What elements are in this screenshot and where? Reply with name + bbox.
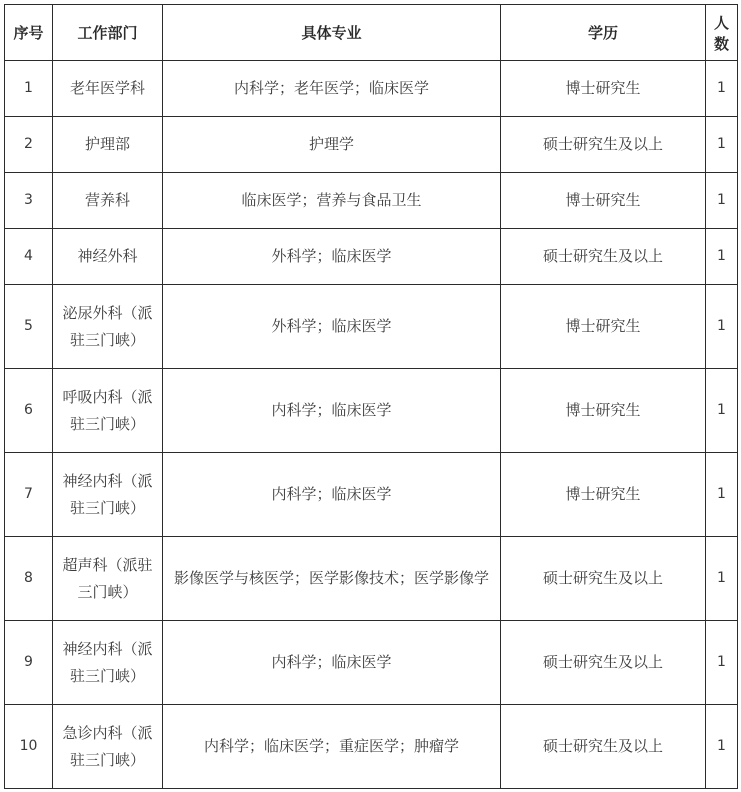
cell-education: 博士研究生	[501, 453, 706, 537]
cell-education: 硕士研究生及以上	[501, 229, 706, 285]
table-row	[5, 61, 738, 117]
cell-major: 影像医学与核医学；医学影像技术；医学影像学	[163, 537, 501, 621]
header-count: 人数	[706, 5, 738, 61]
cell-department: 呼吸内科（派驻三门峡）	[53, 369, 163, 453]
cell-department: 神经内科（派驻三门峡）	[53, 453, 163, 537]
table-row	[5, 285, 738, 369]
cell-department: 营养科	[53, 173, 163, 229]
cell-index: 5	[5, 285, 53, 369]
cell-department: 泌尿外科（派驻三门峡）	[53, 285, 163, 369]
cell-count: 1	[706, 61, 738, 117]
cell-department: 急诊内科（派驻三门峡）	[53, 705, 163, 789]
cell-count: 1	[706, 453, 738, 537]
cell-department: 护理部	[53, 117, 163, 173]
cell-count: 1	[706, 173, 738, 229]
cell-index: 2	[5, 117, 53, 173]
cell-department: 神经内科（派驻三门峡）	[53, 621, 163, 705]
cell-index: 4	[5, 229, 53, 285]
table-row	[5, 621, 738, 705]
cell-department: 超声科（派驻三门峡）	[53, 537, 163, 621]
table-row	[5, 173, 738, 229]
cell-major: 内科学；临床医学；重症医学；肿瘤学	[163, 705, 501, 789]
cell-major: 内科学；临床医学	[163, 453, 501, 537]
cell-major: 护理学	[163, 117, 501, 173]
cell-education: 硕士研究生及以上	[501, 705, 706, 789]
header-education: 学历	[501, 5, 706, 61]
table-row	[5, 537, 738, 621]
cell-index: 6	[5, 369, 53, 453]
header-major: 具体专业	[163, 5, 501, 61]
header-row	[5, 5, 738, 61]
cell-count: 1	[706, 229, 738, 285]
cell-department: 老年医学科	[53, 61, 163, 117]
cell-major: 外科学；临床医学	[163, 229, 501, 285]
cell-major: 外科学；临床医学	[163, 285, 501, 369]
cell-index: 7	[5, 453, 53, 537]
cell-education: 硕士研究生及以上	[501, 537, 706, 621]
cell-count: 1	[706, 705, 738, 789]
cell-education: 硕士研究生及以上	[501, 621, 706, 705]
cell-education: 博士研究生	[501, 61, 706, 117]
cell-major: 内科学；临床医学	[163, 369, 501, 453]
header-index: 序号	[5, 5, 53, 61]
table-row	[5, 369, 738, 453]
recruitment-table	[4, 4, 738, 789]
cell-major: 内科学；临床医学	[163, 621, 501, 705]
cell-count: 1	[706, 285, 738, 369]
cell-count: 1	[706, 621, 738, 705]
cell-index: 8	[5, 537, 53, 621]
cell-major: 内科学；老年医学；临床医学	[163, 61, 501, 117]
cell-major: 临床医学；营养与食品卫生	[163, 173, 501, 229]
cell-education: 硕士研究生及以上	[501, 117, 706, 173]
cell-index: 1	[5, 61, 53, 117]
cell-index: 3	[5, 173, 53, 229]
cell-education: 博士研究生	[501, 369, 706, 453]
table-row	[5, 453, 738, 537]
table-container	[4, 4, 738, 789]
cell-education: 博士研究生	[501, 285, 706, 369]
cell-education: 博士研究生	[501, 173, 706, 229]
header-department: 工作部门	[53, 5, 163, 61]
table-row	[5, 117, 738, 173]
cell-count: 1	[706, 369, 738, 453]
table-row	[5, 229, 738, 285]
cell-index: 9	[5, 621, 53, 705]
cell-index: 10	[5, 705, 53, 789]
cell-count: 1	[706, 117, 738, 173]
cell-department: 神经外科	[53, 229, 163, 285]
table-row	[5, 705, 738, 789]
cell-count: 1	[706, 537, 738, 621]
